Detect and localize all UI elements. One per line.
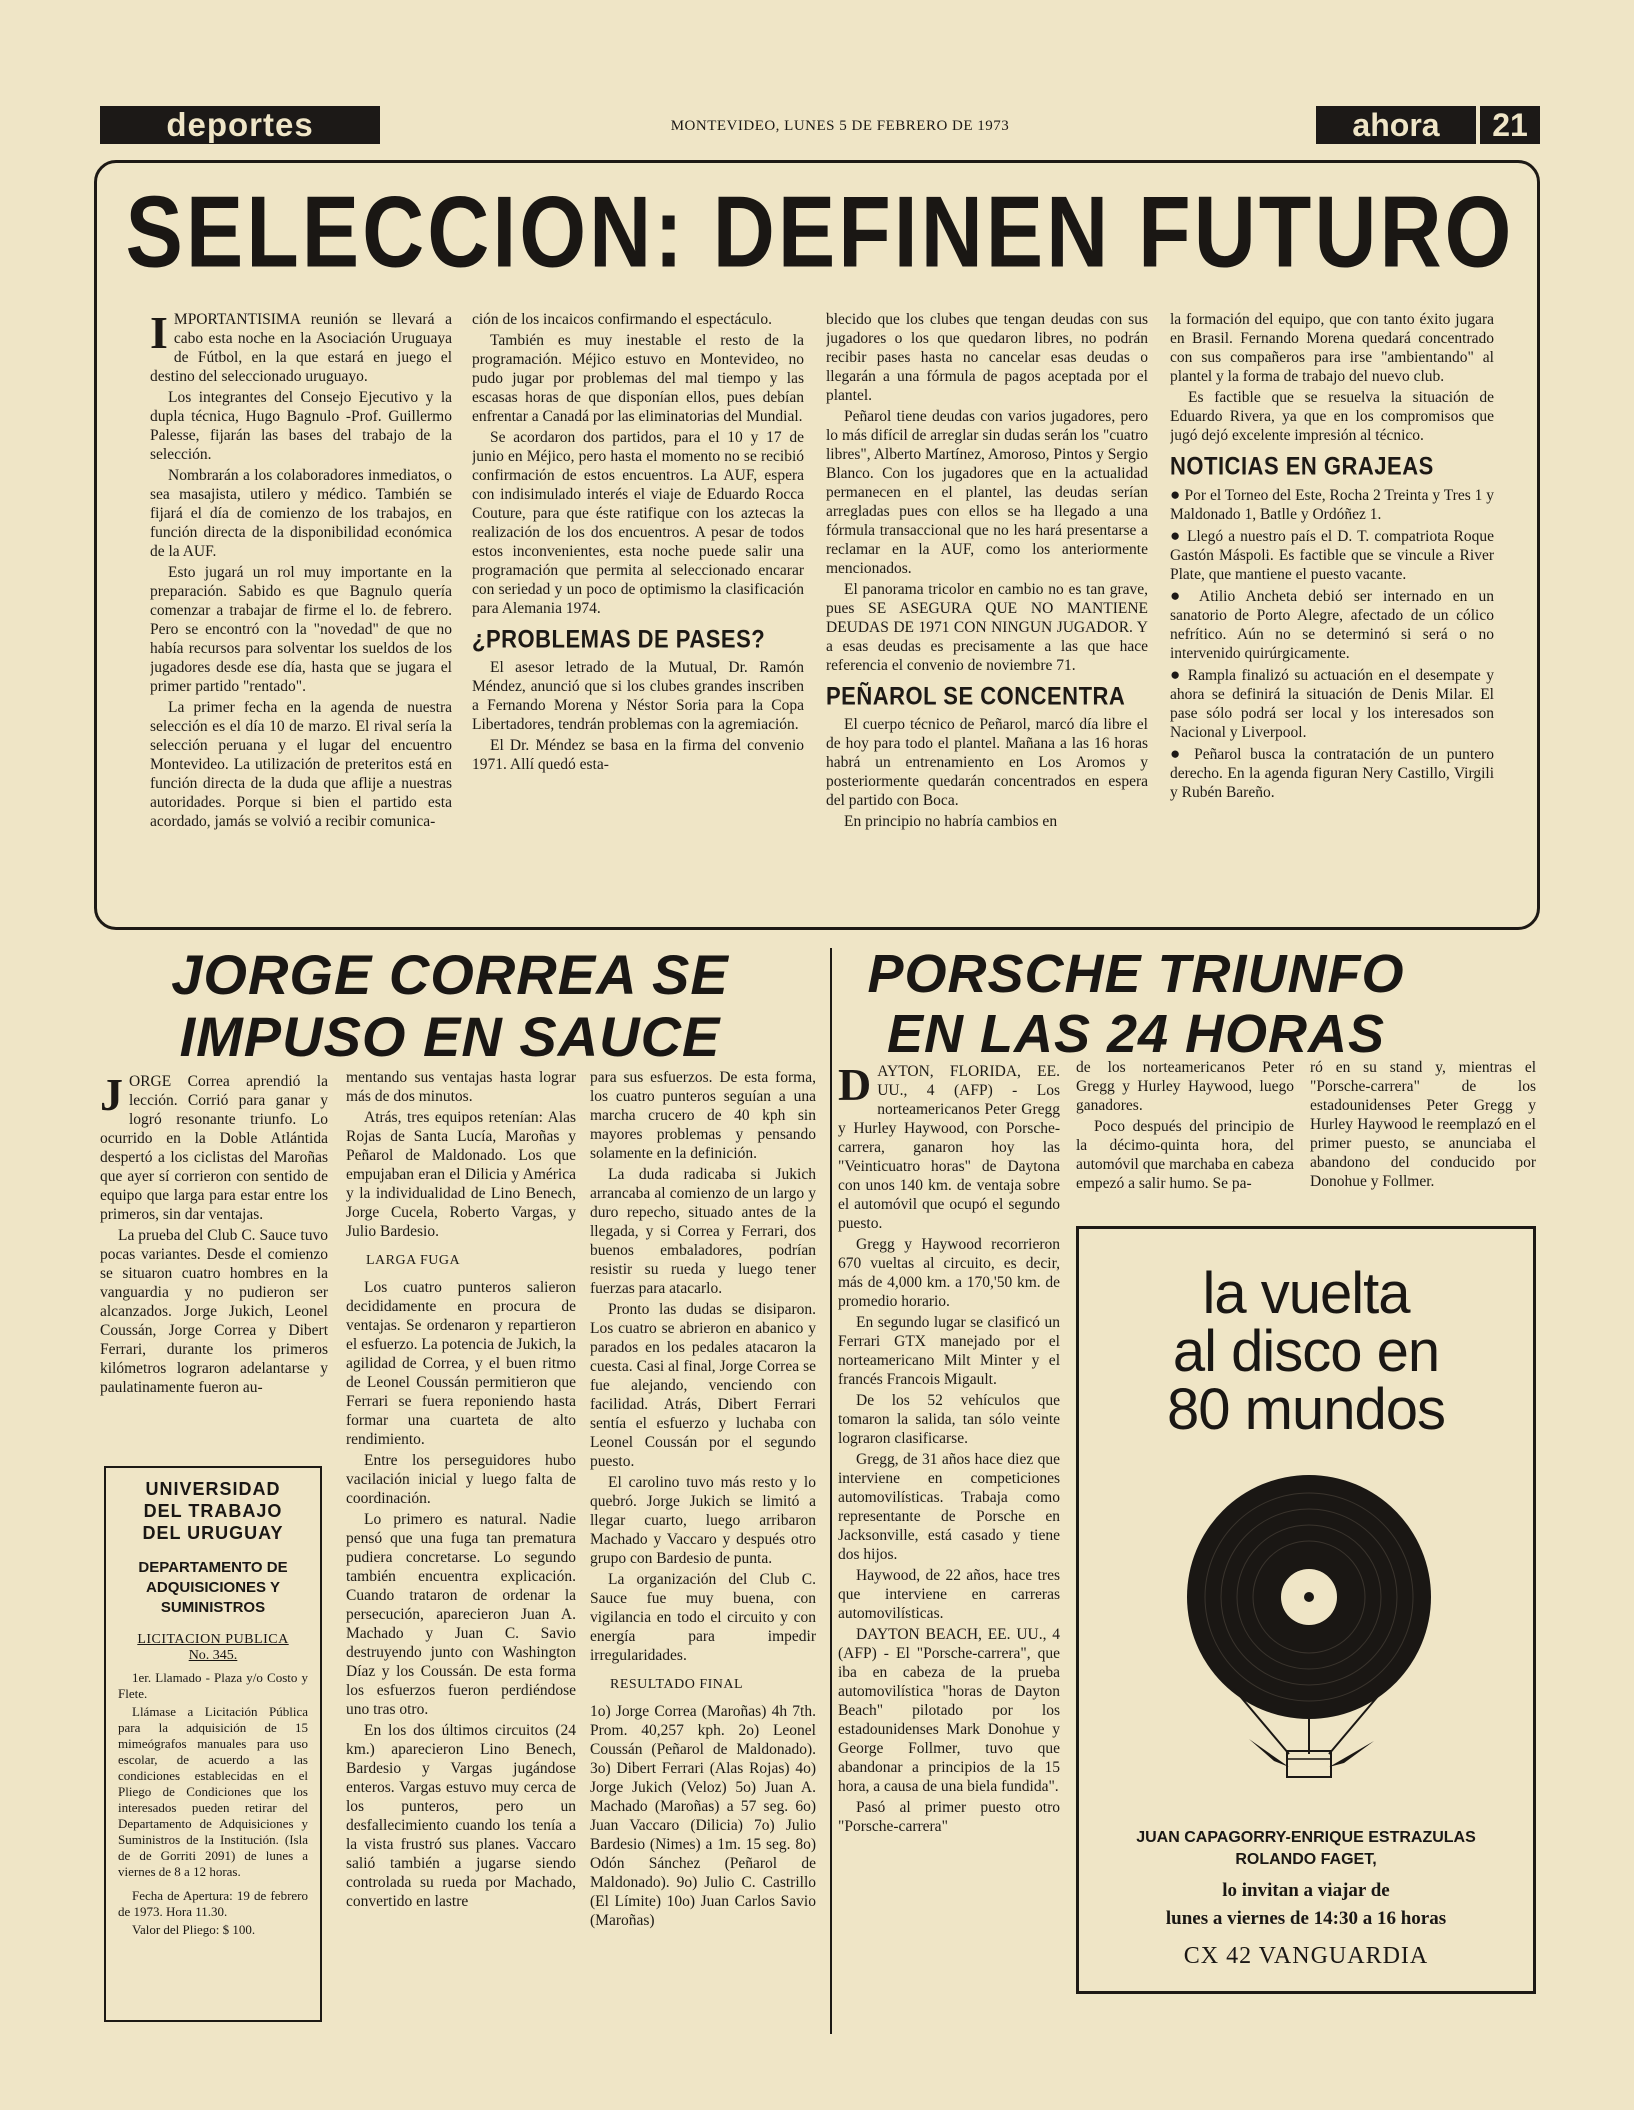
porsche-column-1 [838,1062,1060,2028]
paper-logo [1316,106,1476,144]
news-bullet [1170,526,1494,584]
paragraph: Los integrantes del Consejo Ejecutivo y la dupla técnica, Hugo Bagnulo -Prof. Guillermo Palesse, fijarán las bases del trabajo de la selección. [150,389,452,463]
lead-column-2 [472,310,804,922]
subhead: NOTICIAS EN GRAJEAS [1170,451,1434,480]
paragraph: De los 52 vehículos que tomaron la salida, tan sólo veinte lograron clasificarse. [838,1392,1060,1447]
dropcap: I [150,310,168,358]
paragraph: Poco después del principio de la décimo-quinta hora, del automóvil que marchaba en cabeza empezó a salir humo. Se pa- [1076,1118,1294,1192]
correa-column-1 [100,1072,328,1452]
ad-hosts [1079,1827,1533,1871]
paragraph: Fecha de Apertura: 19 de febrero de 1973. Hora 11.30. [118,1888,308,1919]
porsche-headline [836,944,1436,1064]
paragraph: La prueba del Club C. Sauce tuvo pocas variantes. Desde el comienzo se situaron cuatro hombres en la vanguardia y no pudieron ser alcanzados. Jorge Jukich, Leonel Coussán, Jorge Correa y Dibert Ferrari, durante los primeros kilómetros lograron adelantarse y paulatinamente fueron au- [100,1227,328,1396]
bullet-icon: ● [1170,665,1188,684]
paragraph: Valor del Pliego: $ 100. [132,1922,256,1937]
paragraph: El asesor letrado de la Mutual, Dr. Ramón Méndez, anunció que si los clubes grandes inscriben a Fernando Morena y Néstor Soria para la Copa Libertadores, tendrán problemas con la agremiación. [472,659,804,733]
paragraph: blecido que los clubes que tengan deudas con sus jugadores o los que quedaron libres, no podrán recibir pases hasta no cancelar esas deudas o llegarán a una fórmula de pagos aceptada por el plantel. [826,311,1148,404]
lead-headline: SELECCION: DEFINEN FUTURO [125,175,1515,289]
bullet-icon: ● [1170,526,1187,545]
institution-line: DEL URUGUAY [142,1523,284,1543]
paragraph: 1er. Llamado - Plaza y/o Costo y Flete. [118,1670,308,1701]
paragraph: Lo primero es natural. Nadie pensó que una fuga tan prematura pudiera concretarse. Lo segundo también encuentra explicación. Cuando trataron de ordenar la persecución, aparecieron Juan A. Machado y Juan C. Savio destruyendo junto con Washington Díaz y los Coussán. De esta forma los esfuerzos fueron perdiéndose uno tras otro. [346,1511,576,1718]
headline-line: PORSCHE TRIUNFO [867,944,1405,1004]
paragraph: Entre los perseguidores hubo vacilación inicial y luego falta de coordinación. [346,1452,576,1507]
paragraph: Nombrarán a los colaboradores inmediatos, o sea masajista, utilero y médico. También se fijará el día de comienzo de los trabajos, en función directa de la disponibilidad económica de la AUF. [150,467,452,560]
paragraph: Gregg, de 31 años hace diez que interviene en competiciones automovilísticas. Trabaja como representante de Porsche en Jacksonville, está casado y tiene dos hijos. [838,1451,1060,1563]
bullet-text: Llegó a nuestro país el D. T. compatriota Roque Gastón Máspoli. Es factible que se vincule a River Plate, que mantiene el puesto vacante. [1170,528,1494,583]
ad-title-line: la vuelta [1202,1261,1410,1326]
ad-invitation-line: lo invitan a viajar de [1222,1880,1390,1901]
subhead: LARGA FUGA [366,1253,461,1268]
news-bullet [1170,665,1494,742]
paragraph: En principio no habría cambios en [844,813,1058,830]
ad-title [1079,1261,1533,1442]
section-label [100,106,380,144]
paper-logo-text: ahora [1352,107,1440,143]
news-bullet [1170,485,1494,524]
bullet-text: Por el Torneo del Este, Rocha 2 Treinta y Tres 1 y Maldonado 1, Batlle y Ordóñez 1. [1170,487,1494,523]
headline-line: IMPUSO EN SAUCE [179,1005,721,1068]
results-list: 1o) Jorge Correa (Maroñas) 4h 7th. Prom. 40,257 kph. 2o) Leonel Coussán (Peñarol de Maldonado). 3o) Dibert Ferrari (Alas Rojas) 4o) Jorge Jukich (Veloz) 5o) Juan A. Machado (Maroñas) a 57 seg. 6o) Juan Vaccaro (Dilicia) 7o) Julio Bardesio (Nimes) a 1m. 15 seg. 8o) Odón Sánchez (Peñarol de Maldonado). 9o) Julio C. Castrillo (El Límite) 10o) Juan Carlos Savio (Maroñas) [590,1703,816,1929]
subhead: RESULTADO FINAL [610,1677,744,1692]
paragraph: La organización del Club C. Sauce fue muy buena, con vigilancia en todo el circuito y con energía para impedir irregularidades. [590,1571,816,1664]
paragraph: En segundo lugar se clasificó un Ferrari GTX manejado por el norteamericano Milt Minter y el francés Francois Migault. [838,1314,1060,1388]
paragraph: Esto jugará un rol muy importante en la preparación. Sabido es que Bagnulo quería comenzar a trabajar de firme el lo. de febrero. Pero se encontró con la "novedad" de que no había recursos para solventar los sueldos de los jugadores desde ese día, hasta que se jugara el primer partido "rentado". [150,564,452,695]
bullet-text: Peñarol busca la contratación de un puntero derecho. En la agenda figuran Nery Castillo, Virgili y Rubén Bareño. [1170,746,1494,801]
paragraph: para sus esfuerzos. De esta forma, los cuatro punteros seguían a una marcha crucero de 40 kph sin mayores problemas y pensando solamente en la definición. [590,1069,816,1162]
correa-column-2 [346,1068,576,2028]
paragraph: de los norteamericanos Peter Gregg y Hurley Haywood, luego ganadores. [1076,1059,1294,1114]
dropcap: D [838,1062,872,1110]
paragraph: La duda radicaba si Jukich arrancaba al comienzo de un largo y duro repecho, situado antes de la llegada, y si Correa y Ferrari, dos buenos embaladores, podrían resistir su rueda y luego tener fuerzas para atacarlo. [590,1166,816,1297]
paragraph: ORGE Correa aprendió la lección. Corrió para ganar y logró resonante triunfo. Lo ocurrido en la Doble Atlántida despertó a los ciclistas del Maroñas que ayer sí corrieron con sentido de equipo que larga para estar entre los primeros, sin dar ventajas. [100,1073,328,1223]
correa-headline [100,944,800,1068]
paragraph: Llámase a Licitación Pública para la adquisición de 15 mimeógrafos manuales para uso escolar, de acuerdo a las condiciones establecidas en el Pliego de Condiciones que los interesados pueden retirar del Departamento de Adquisiciones y Suministros de la Institución. (Isla de de Gorriti 2091) de lunes a viernes de 8 a 12 horas. [118,1704,308,1879]
subhead: ¿PROBLEMAS DE PASES? [472,624,766,653]
ad-station: CX 42 VANGUARDIA [1183,1943,1429,1969]
public-notice-box [104,1466,322,2022]
news-bullet [1170,586,1494,663]
institution-line: UNIVERSIDAD [145,1479,281,1499]
paragraph: Peñarol tiene deudas con varios jugadores, pero lo más difícil de arreglar sin dudas serán los "cuatro libres", Alberto Martínez, Amoroso, Pintos y Sergio Blanco. Con los jugadores que en la actualidad permanecen en el plantel, las deudas serían arregladas pues con ellos se ha llegado a una fórmula transaccional que no les hará presentarse a reclamar en la AUF, como los anteriormente mencionados. [826,408,1148,577]
bullet-icon: ● [1170,586,1200,605]
news-bullet [1170,744,1494,802]
paragraph: Atrás, tres equipos retenían: Alas Rojas de Santa Lucía, Maroñas y Peñarol de Maldonado. Los que empujaban eran el Dilicia y América y la individualidad de Lino Benech, Jorge Cucela, Roberto Vargas, y Julio Bardesio. [346,1109,576,1240]
bullet-icon: ● [1170,485,1185,504]
bullet-icon: ● [1170,744,1195,763]
paragraph: MPORTANTISIMA reunión se llevará a cabo esta noche en la Asociación Uruguaya de Fútbol, en la que estará en juego el destino del seleccionado uruguayo. [150,311,452,385]
porsche-column-2 [1076,1058,1294,1218]
record-balloon-illustration [1139,1469,1479,1789]
paragraph: En los dos últimos circuitos (24 km.) aparecieron Lino Benech, Bardesio y Vargas jugándose enteros. Vargas estuvo muy cerca de los punteros, pero un desfallecimiento cuando los tenía a la vista frustró sus planes. Vaccaro salió también a jugarse siendo controlada su rueda por Machado, convertido en lastre [346,1722,576,1910]
ad-title-line: al disco en [1172,1319,1440,1384]
paragraph: Haywood, de 22 años, hace tres que interviene en carreras automovilísticas. [838,1567,1060,1622]
headline-line: JORGE CORREA SE [171,943,729,1006]
department-name [118,1558,308,1618]
lead-column-3 [826,310,1148,922]
paragraph: El cuerpo técnico de Peñarol, marcó día libre el de hoy para todo el plantel. Mañana a las 16 horas habrá un entrenamiento en Los Aromos y posteriormente quedarán concentrados en espera del partido con Boca. [826,716,1148,809]
institution-line: DEL TRABAJO [143,1501,283,1521]
correa-column-3 [590,1068,816,2028]
bullet-text: Atilio Ancheta debió ser internado en un sanatorio de Porto Alegre, afectado de un cólico nefrítico. Aún no se determinó si será o no intervenido quirúrgicamente. [1170,588,1494,662]
department-line: ADQUISICIONES Y [146,1579,280,1596]
dropcap: J [100,1072,123,1120]
paragraph: ró en su stand y, mientras el "Porsche-carrera" de los estadounidenses Peter Gregg y Hurley Haywood le reemplazó en el primer puesto, se anunciaba el abandono del conducido por Donohue y Follmer. [1310,1059,1536,1190]
porsche-column-3 [1310,1058,1536,1218]
ad-invitation [1079,1877,1533,1933]
page-number [1480,106,1540,144]
paragraph: ción de los incaicos confirmando el espectáculo. [472,311,772,328]
department-line: SUMINISTROS [160,1599,266,1616]
notice-number: No. 345. [188,1648,238,1663]
institution-name [118,1478,308,1544]
paragraph: Pasó al primer puesto otro "Porsche-carrera" [838,1799,1060,1835]
paragraph: Gregg y Haywood recorrieron 670 vueltas al circuito, es decir, más de 4,000 km. a 170,'50 km. de promedio horario. [838,1236,1060,1310]
paragraph: Pronto las dudas se disiparon. Los cuatro se abrieron en abanico y parados en los pedales atacaron la cuesta. Casi al final, Jorge Correa se fue alejando, venciendo con facilidad. Atrás, Dibert Ferrari sentía el esfuerzo y luchaba con Leonel Coussán por el segundo puesto. [590,1301,816,1470]
department-line: DEPARTAMENTO DE [138,1559,288,1576]
paragraph: Es factible que se resuelva la situación de Eduardo Rivera, ya que en los compromisos que jugó dejó excelente impresión al técnico. [1170,389,1494,444]
section-label-text: deportes [166,106,314,143]
paragraph: El panorama tricolor en cambio no es tan grave, pues SE ASEGURA QUE NO MANTIENE DEUDAS DE 1971 CON NINGUN JUGADOR. Y a esas deudas es precisamente a las que hace referencia el convenio de noviembre 71. [826,581,1148,674]
lead-column-4 [1170,310,1494,922]
bullet-text: Rampla finalizó su actuación en el desempate y ahora se definirá la situación de Denis Milar. El pase sólo podrá ser local y los interesados son Nacional y Liverpool. [1170,667,1494,741]
paragraph: La primer fecha en la agenda de nuestra selección es el día 10 de marzo. El rival sería la selección peruana y el lugar del encuentro Montevideo. La utilización de preteritos está en función directa de la duda que aflije a nuestras autoridades. Porque si bien el partido esta acordado, jamás se volvió a recibir comunica- [150,699,452,830]
notice-title: LICITACION PUBLICA [137,1632,289,1647]
page-number-text: 21 [1492,107,1528,143]
ad-title-line: 80 mundos [1167,1377,1445,1442]
radio-advertisement [1076,1226,1536,1994]
paragraph: la formación del equipo, que con tanto éxito jugara en Brasil. Fernando Morena quedará concentrado con sus compañeros para irse "ambientando" al plantel y la forma de trabajo del nuevo club. [1170,311,1494,385]
paragraph: También es muy inestable el resto de la programación. Méjico estuvo en Montevideo, no pudo jugar por problemas del mal tiempo y las escasas horas de que disponían ellos, pues debían enfrentar a Canadá por las eliminatorias del Mundial. [472,332,804,425]
paragraph: mentando sus ventajas hasta lograr más de dos minutos. [346,1069,576,1105]
paragraph: AYTON, FLORIDA, EE. UU., 4 (AFP) - Los norteamericanos Peter Gregg y Hurley Haywood, con Porsche-carrera, ganaron hoy las "Veinticuatro horas" de Daytona con unos 140 km. de ventaja sobre el automóvil que ocupó el segundo puesto. [838,1063,1060,1232]
paragraph: El Dr. Méndez se basa en la firma del convenio 1971. Allí quedó esta- [472,737,804,773]
subhead: PEÑAROL SE CONCENTRA [826,681,1126,710]
dateline: MONTEVIDEO, LUNES 5 DE FEBRERO DE 1973 [670,118,1010,134]
headline-line: EN LAS 24 HORAS [886,1004,1386,1064]
ad-invitation-line: lunes a viernes de 14:30 a 16 horas [1165,1908,1447,1929]
ad-hosts-line: ROLANDO FAGET, [1235,1851,1377,1868]
paragraph: Se acordaron dos partidos, para el 10 y 17 de junio en Méjico, pero hasta el momento no se recibió confirmación de estos encuentros. La AUF, espera con indisimulado interés el viaje de Eduardo Rocca Couture, para que éste ratifique con los aztecas la realización de los dos encuentros. A pesar de todos estos inconvenientes, esta noche puede salir una programación que permita al seleccionado encarar con seriedad y un poco de optimismo la clasificación para Alemania 1974. [472,429,804,617]
paragraph: Los cuatro punteros salieron decididamente en procura de ventajas. Se ordenaron y repartieron el esfuerzo. La potencia de Jukich, la agilidad de Correa, y el buen ritmo de Leonel Coussán permitieron que Ferrari se fuera reponiendo hasta formar una cuarteta de alto rendimiento. [346,1279,576,1448]
paragraph: DAYTON BEACH, EE. UU., 4 (AFP) - El "Porsche-carrera", que iba en cabeza de la prueba automovilística "horas de Dayton Beach" pilotado por los estadounidenses Mark Donohue y George Follmer, tuvo que abandonar a principios de la 15 hora, a causa de una biela fundida". [838,1626,1060,1795]
lead-column-1 [150,310,452,922]
column-divider [830,948,832,2034]
ad-hosts-line: JUAN CAPAGORRY-ENRIQUE ESTRAZULAS [1136,1829,1476,1846]
paragraph: El carolino tuvo más resto y lo quebró. Jorge Jukich se limitó a llegar cuarto, luego arribaron Machado y Vaccaro y después otro grupo con Bardesio de punta. [590,1474,816,1567]
